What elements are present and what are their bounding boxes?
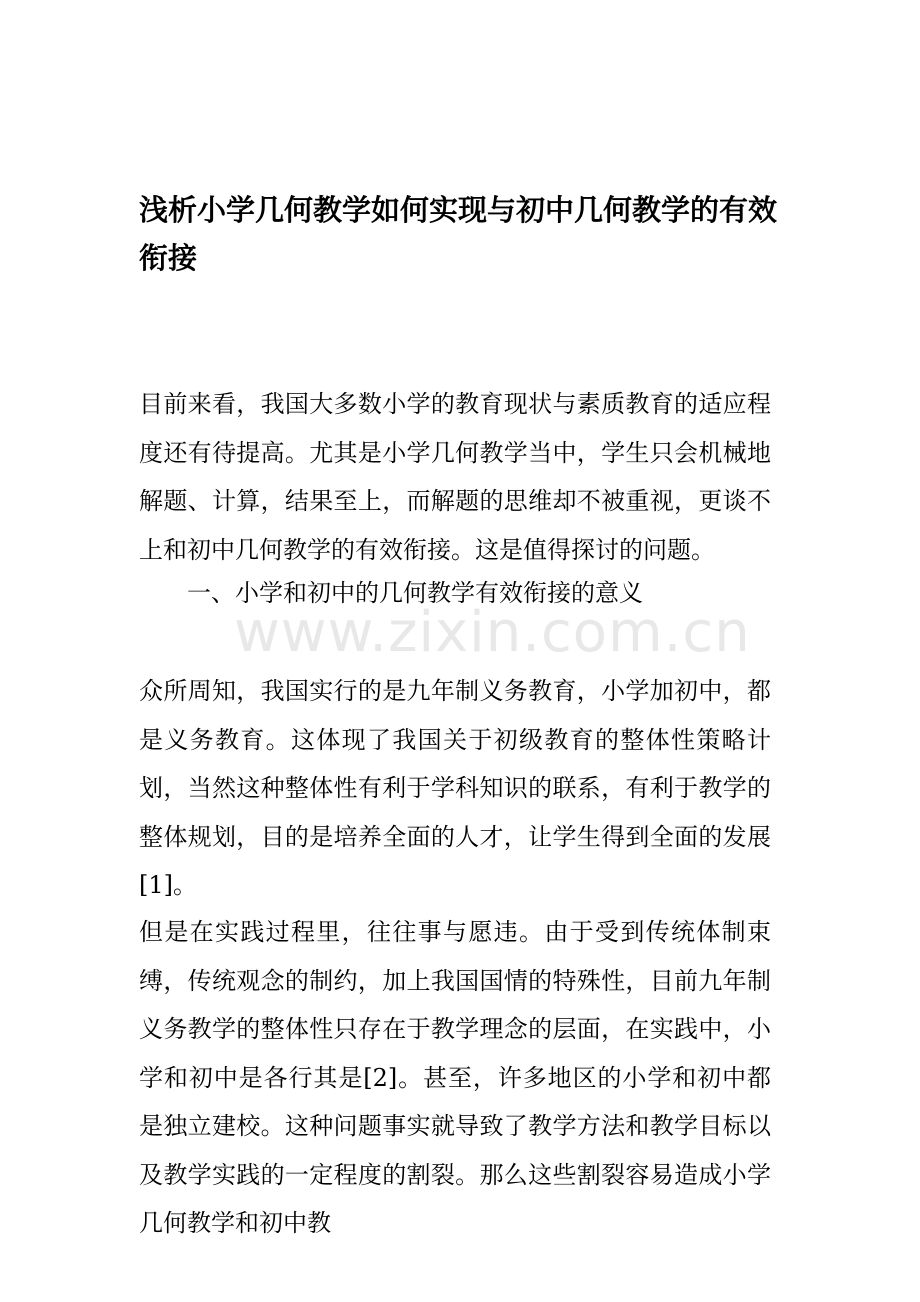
- paragraph-significance: 众所周知，我国实行的是九年制义务教育，小学加初中，都是义务教育。这体现了我国关于初级教育的整体性策略计划，当然这种整体性有利于学科知识的联系，有利于教学的整体规划，目的是培养全面的人才，让学生得到全面的发展[1]。: [139, 677, 771, 899]
- watermark: www.zixin.com.cn: [234, 600, 751, 665]
- paragraph-intro: 目前来看，我国大多数小学的教育现状与素质教育的适应程度还有待提高。尤其是小学几何教学当中，学生只会机械地解题、计算，结果至上，而解题的思维却不被重视，更谈不上和初中几何教学的有效衔接。这是值得探讨的问题。: [139, 390, 771, 564]
- section-heading: 一、小学和初中的几何教学有效衔接的意义: [187, 579, 643, 607]
- paragraph-reality: 但是在实践过程里，往往事与愿违。由于受到传统体制束缚，传统观念的制约，加上我国国情的特殊性，目前九年制义务教学的整体性只存在于教学理念的层面，在实践中，小学和初中是各行其是[2]。甚至，许多地区的小学和初中都是独立建校。这种问题事实就导致了教学方法和教学目标以及教学实践的一定程度的割裂。那么这些割裂容易造成小学几何教学和初中教: [139, 918, 771, 1237]
- document-title: 浅析小学几何教学如何实现与初中几何教学的有效衔接: [139, 193, 778, 275]
